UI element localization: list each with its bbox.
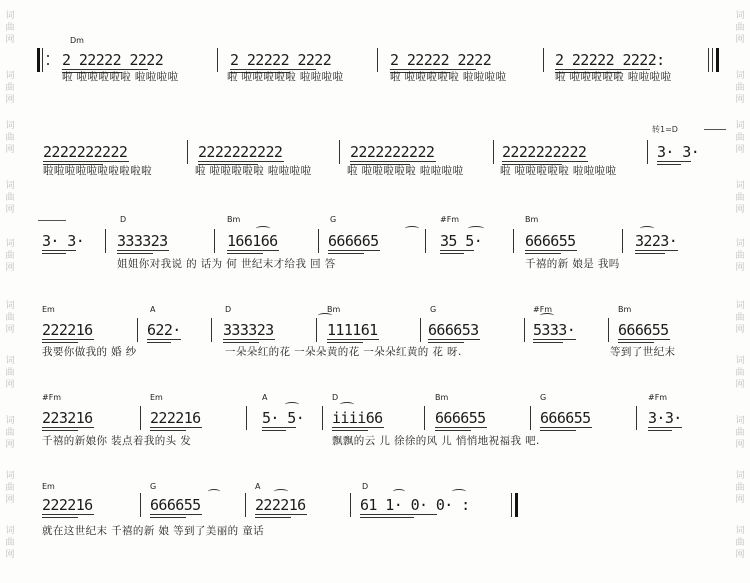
watermark-column <box>3 238 17 274</box>
bar-line <box>511 493 512 517</box>
watermark-char: 网 <box>5 440 15 450</box>
beam-line <box>360 517 414 518</box>
watermark-char: 词 <box>5 301 15 311</box>
bar-line <box>708 48 709 72</box>
watermark-char: 曲 <box>5 368 15 378</box>
beam-line <box>147 342 171 343</box>
watermark-char: 词 <box>735 121 745 131</box>
bar-line <box>424 406 425 430</box>
watermark-char: 曲 <box>735 23 745 33</box>
chord-symbol: Bm <box>327 305 341 314</box>
watermark-char: 曲 <box>735 368 745 378</box>
watermark-column <box>733 180 747 216</box>
note-group: 3·3· <box>648 409 682 427</box>
watermark-char: 词 <box>5 121 15 131</box>
beam-line <box>350 161 436 162</box>
watermark-column <box>733 238 747 274</box>
watermark-char: 曲 <box>5 538 15 548</box>
watermark-char: 网 <box>735 440 745 450</box>
note-group: 166166 <box>227 232 278 250</box>
note-group: 333323 <box>223 321 274 339</box>
beam-line <box>42 517 78 518</box>
beam-line <box>147 339 181 340</box>
bar-line <box>318 229 319 253</box>
note-group: 2222222222 <box>43 143 128 161</box>
bar-line <box>214 229 215 253</box>
bar-line <box>42 48 43 72</box>
lyric-line: 我要你做我的 婚 纱 <box>42 346 137 358</box>
tie-slur <box>318 313 332 318</box>
lyric-line: 啦 啦啦啦啦啦 啦啦啦啦 <box>347 165 464 177</box>
note-group: 666653 <box>428 321 479 339</box>
beam-line <box>327 339 379 340</box>
watermark-char: 网 <box>735 95 745 105</box>
bar-line <box>377 48 378 72</box>
lyric-line: 姐姐你对我说 的 话为 何 世纪末才给我 回 答 <box>117 258 336 270</box>
watermark-char: 曲 <box>5 193 15 203</box>
beam-line <box>502 161 588 162</box>
watermark-column <box>733 470 747 506</box>
watermark-char: 曲 <box>735 483 745 493</box>
lyric-line: 等到了世纪末 <box>610 346 676 358</box>
watermark-char: 曲 <box>735 313 745 323</box>
bar-line <box>530 406 531 430</box>
note-group: 666655 <box>525 232 576 250</box>
bar-line <box>425 229 426 253</box>
lyric-line: 啦 啦啦啦啦啦 啦啦啦啦 <box>195 165 312 177</box>
beam-line <box>332 427 384 428</box>
watermark-char: 曲 <box>5 133 15 143</box>
watermark-column <box>733 70 747 106</box>
beam-line <box>150 517 186 518</box>
chord-symbol: A <box>255 482 261 491</box>
watermark-char: 词 <box>5 471 15 481</box>
watermark-char: 网 <box>5 35 15 45</box>
watermark-char: 网 <box>735 495 745 505</box>
watermark-column <box>733 10 747 46</box>
chord-symbol: A <box>262 393 268 402</box>
beam-line <box>648 430 672 431</box>
beam-line <box>618 342 654 343</box>
bar-line <box>513 229 514 253</box>
watermark-column <box>3 355 17 391</box>
watermark-char: 曲 <box>5 483 15 493</box>
beam-line <box>262 427 296 428</box>
note-group: 222216 <box>255 496 306 514</box>
beam-line <box>525 250 577 251</box>
note-group: 222216 <box>42 496 93 514</box>
beam-line <box>42 427 94 428</box>
watermark-column <box>3 10 17 46</box>
beam-line <box>117 253 153 254</box>
beam-line <box>435 430 471 431</box>
watermark-column <box>3 120 17 156</box>
watermark-column <box>733 120 747 156</box>
watermark-char: 网 <box>5 95 15 105</box>
watermark-char: 词 <box>5 181 15 191</box>
bar-line <box>140 406 141 430</box>
lyric-line: 啦 啦啦啦啦啦 啦啦啦啦 <box>390 71 507 83</box>
beam-line <box>657 161 691 162</box>
note-group: iiii66 <box>332 409 383 427</box>
watermark-char: 曲 <box>735 133 745 143</box>
watermark-char: 词 <box>5 71 15 81</box>
beam-line <box>332 430 368 431</box>
bar-line <box>245 493 246 517</box>
watermark-column <box>3 180 17 216</box>
watermark-char: 网 <box>735 263 745 273</box>
note-group: 3223· <box>635 232 678 250</box>
note-group: 2222222222 <box>198 143 283 161</box>
beam-line <box>435 427 487 428</box>
watermark-char: 网 <box>735 380 745 390</box>
note-group: 3· 3· <box>42 232 85 250</box>
lyric-line: 啦 啦啦啦啦啦 啦啦啦啦 <box>227 71 344 83</box>
watermark-char: 曲 <box>735 83 745 93</box>
chord-symbol: D <box>120 215 127 224</box>
beam-line <box>525 253 561 254</box>
beam-line <box>328 253 364 254</box>
beam-line <box>42 339 94 340</box>
tie-slur <box>285 402 299 407</box>
beam-line <box>635 250 678 251</box>
chord-symbol: G <box>430 305 437 314</box>
note-group: 666665 <box>328 232 379 250</box>
tie-slur <box>340 402 354 407</box>
watermark-char: 网 <box>5 145 15 155</box>
watermark-char: 网 <box>735 145 745 155</box>
beam-line <box>555 69 650 70</box>
beam-line <box>227 250 279 251</box>
beam-line <box>360 514 437 515</box>
beam-line <box>635 253 665 254</box>
tie-slur <box>208 489 220 494</box>
watermark-char: 曲 <box>5 313 15 323</box>
note-group: 222216 <box>42 321 93 339</box>
note-group: 2 22222 2222: <box>555 51 665 69</box>
tie-slur <box>468 226 484 231</box>
repeat-dot <box>47 63 49 65</box>
note-group: 622· <box>147 321 181 339</box>
watermark-char: 词 <box>735 301 745 311</box>
watermark-column <box>3 415 17 451</box>
watermark-char: 曲 <box>735 538 745 548</box>
beam-line <box>657 164 681 165</box>
bar-line <box>246 406 247 430</box>
watermark-char: 词 <box>735 526 745 536</box>
watermark-char: 词 <box>735 71 745 81</box>
watermark-column <box>3 470 17 506</box>
marking-line <box>38 220 66 221</box>
bar-line <box>712 48 713 72</box>
chord-symbol: #Fm <box>440 215 460 224</box>
chord-symbol: #Fm <box>648 393 668 402</box>
watermark-char: 网 <box>735 35 745 45</box>
chord-symbol: Bm <box>227 215 241 224</box>
beam-line <box>230 69 316 70</box>
beam-line <box>440 250 474 251</box>
watermark-char: 网 <box>735 550 745 560</box>
beam-line <box>533 342 563 343</box>
lyric-line: 啦 啦啦啦啦啦 啦啦啦啦 <box>555 71 672 83</box>
chord-symbol: D <box>332 393 339 402</box>
note-group: 2 22222 2222 <box>62 51 164 69</box>
beam-line <box>62 69 148 70</box>
watermark-char: 曲 <box>735 428 745 438</box>
beam-line <box>150 514 202 515</box>
chord-symbol: Bm <box>435 393 449 402</box>
beam-line <box>42 430 78 431</box>
note-group: 35 5· <box>440 232 483 250</box>
note-group: 666655 <box>150 496 201 514</box>
watermark-column <box>3 525 17 561</box>
watermark-char: 词 <box>735 471 745 481</box>
tie-slur <box>640 226 654 231</box>
watermark-char: 曲 <box>5 83 15 93</box>
watermark-char: 网 <box>5 550 15 560</box>
watermark-char: 词 <box>5 526 15 536</box>
beam-line <box>533 339 576 340</box>
tie-slur <box>393 489 405 494</box>
watermark-char: 网 <box>5 263 15 273</box>
beam-line <box>42 253 66 254</box>
bar-line <box>350 493 351 517</box>
lyric-line: 一朵朵红的花 一朵朵黄的花 一朵朵红黄的 花 呀. <box>225 346 462 358</box>
chord-symbol: Bm <box>525 215 539 224</box>
watermark-char: 词 <box>735 181 745 191</box>
bar-line <box>187 140 188 164</box>
bar-line <box>316 318 317 342</box>
beam-line <box>223 342 259 343</box>
note-group: 2 22222 2222 <box>230 51 332 69</box>
watermark-column <box>3 300 17 336</box>
beam-line <box>428 342 464 343</box>
beam-line <box>227 253 263 254</box>
bar-line <box>493 140 494 164</box>
beam-line <box>42 250 76 251</box>
repeat-end-barline <box>716 48 719 72</box>
bar-line <box>322 406 323 430</box>
watermark-column <box>733 415 747 451</box>
note-group: 5333· <box>533 321 576 339</box>
note-group: 2 22222 2222 <box>390 51 492 69</box>
tie-slur <box>452 489 466 494</box>
beam-line <box>540 427 592 428</box>
chord-symbol: Dm <box>70 36 84 45</box>
lyric-line: 啦啦啦啦啦啦啦啦啦啦 <box>43 165 152 177</box>
watermark-char: 网 <box>735 205 745 215</box>
watermark-char: 曲 <box>735 193 745 203</box>
bar-line <box>543 48 544 72</box>
watermark-char: 词 <box>735 356 745 366</box>
bar-line <box>636 406 637 430</box>
beam-line <box>42 514 94 515</box>
chord-symbol: D <box>362 482 369 491</box>
tie-slur <box>256 226 270 231</box>
watermark-char: 网 <box>5 380 15 390</box>
watermark-char: 曲 <box>5 23 15 33</box>
marking-line <box>704 129 726 130</box>
beam-line <box>150 427 202 428</box>
chord-symbol: #Fm <box>42 393 62 402</box>
beam-line <box>198 161 284 162</box>
chord-symbol: #Fm <box>533 305 553 314</box>
chord-symbol: D <box>225 305 232 314</box>
note-group: 3· 3· <box>657 143 700 161</box>
chord-symbol: G <box>330 215 337 224</box>
watermark-char: 网 <box>5 325 15 335</box>
repeat-end-barline <box>515 493 518 517</box>
beam-line <box>43 161 129 162</box>
watermark-column <box>733 355 747 391</box>
bar-line <box>608 318 609 342</box>
chord-symbol: Em <box>42 305 55 314</box>
beam-line <box>42 342 78 343</box>
chord-symbol: Em <box>42 482 55 491</box>
lyric-line: 啦 啦啦啦啦啦 啦啦啦啦 <box>500 165 617 177</box>
chord-symbol: Em <box>150 393 163 402</box>
chord-symbol: G <box>540 393 547 402</box>
watermark-column <box>733 300 747 336</box>
bar-line <box>524 318 525 342</box>
watermark-char: 网 <box>5 205 15 215</box>
bar-line <box>339 140 340 164</box>
note-group: 666655 <box>540 409 591 427</box>
watermark-char: 曲 <box>735 251 745 261</box>
bar-line <box>105 229 106 253</box>
beam-line <box>223 339 275 340</box>
note-group: 666655 <box>618 321 669 339</box>
watermark-char: 词 <box>735 416 745 426</box>
beam-line <box>428 339 480 340</box>
bar-line <box>420 318 421 342</box>
beam-line <box>440 253 464 254</box>
bar-line <box>211 318 212 342</box>
repeat-dot <box>47 55 49 57</box>
beam-line <box>262 430 286 431</box>
watermark-char: 曲 <box>5 428 15 438</box>
beam-line <box>540 430 576 431</box>
beam-line <box>648 427 682 428</box>
watermark-char: 词 <box>5 11 15 21</box>
tie-slur <box>540 313 554 318</box>
bar-line <box>137 318 138 342</box>
watermark-char: 词 <box>5 239 15 249</box>
lyric-line: 啦 啦啦啦啦啦 啦啦啦啦 <box>62 71 179 83</box>
key-change-marking: 转1=D <box>652 125 678 134</box>
watermark-char: 曲 <box>5 251 15 261</box>
beam-line <box>328 250 380 251</box>
watermark-char: 词 <box>5 356 15 366</box>
note-group: 2222222222 <box>350 143 435 161</box>
note-group: 5· 5· <box>262 409 305 427</box>
note-group: 111161 <box>327 321 378 339</box>
lyric-line: 飘飘的云 儿 徐徐的风 儿 悄悄地祝福我 吧. <box>332 435 540 447</box>
chord-symbol: Bm <box>618 305 632 314</box>
beam-line <box>618 339 670 340</box>
watermark-char: 词 <box>735 239 745 249</box>
beam-line <box>255 517 291 518</box>
beam-line <box>390 69 476 70</box>
lyric-line: 就在这世纪末 千禧的新 娘 等到了美丽的 童话 <box>42 525 265 537</box>
tie-slur <box>274 489 288 494</box>
note-group: 333323 <box>117 232 168 250</box>
note-group: 222216 <box>150 409 201 427</box>
watermark-char: 词 <box>735 11 745 21</box>
chord-symbol: G <box>150 482 157 491</box>
bar-line <box>622 229 623 253</box>
lyric-line: 千禧的新娘你 装点着我的头 发 <box>42 435 192 447</box>
beam-line <box>150 430 186 431</box>
beam-line <box>117 250 169 251</box>
watermark-char: 网 <box>5 495 15 505</box>
lyric-line: 千禧的新 娘是 我吗 <box>525 258 620 270</box>
beam-line <box>327 342 363 343</box>
tie-slur <box>405 226 419 231</box>
chord-symbol: A <box>150 305 156 314</box>
watermark-column <box>733 525 747 561</box>
watermark-column <box>3 70 17 106</box>
watermark-char: 词 <box>5 416 15 426</box>
watermark-char: 网 <box>735 325 745 335</box>
note-group: 666655 <box>435 409 486 427</box>
bar-line <box>647 140 648 164</box>
note-group: 61 1· 0· 0· : <box>360 496 470 514</box>
beam-line <box>255 514 307 515</box>
repeat-start-barline <box>37 48 40 72</box>
note-group: 223216 <box>42 409 93 427</box>
note-group: 2222222222 <box>502 143 587 161</box>
bar-line <box>217 48 218 72</box>
bar-line <box>140 493 141 517</box>
